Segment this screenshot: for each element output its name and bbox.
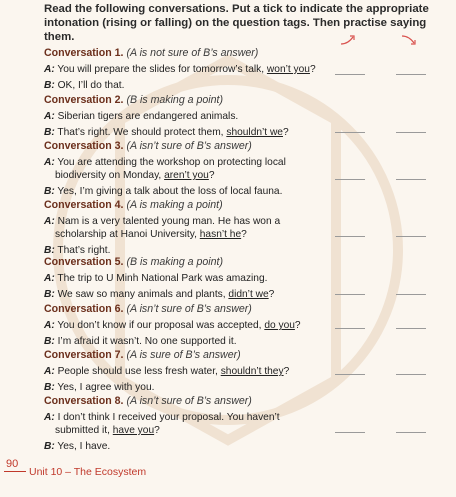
speaker-a-line: A: You will prepare the slides for tomorrow’s talk, won’t you? (44, 64, 316, 75)
falling-intonation-arrow-icon (400, 33, 418, 47)
falling-answer-blank-3[interactable] (396, 179, 426, 180)
speaker-a-line: A: You are attending the workshop on protecting local biodiversity on Monday, aren’t you? (44, 157, 286, 181)
page-number: 90 (6, 458, 19, 470)
conversation-heading: Conversation 3. (A isn’t sure of B’s answer) (44, 140, 252, 152)
falling-answer-blank-4[interactable] (396, 236, 426, 237)
speaker-a-line: A: Nam is a very talented young man. He has won a scholarship at Hanoi University, hasn’t he? (44, 216, 281, 240)
rising-answer-blank-7[interactable] (335, 374, 365, 375)
conversation-1 (44, 47, 334, 92)
conversation-heading: Conversation 8. (A isn’t sure of B’s answer) (44, 395, 252, 407)
speaker-b-line: B: That’s right. We should protect them, shouldn’t we? (44, 127, 289, 138)
falling-answer-blank-7[interactable] (396, 374, 426, 375)
conversation-7 (44, 349, 334, 394)
page-footer (0, 458, 200, 488)
conversation-5 (44, 256, 334, 301)
falling-answer-blank-2[interactable] (396, 132, 426, 133)
conversation-heading: Conversation 6. (A isn’t sure of B’s answer) (44, 303, 252, 315)
rising-answer-blank-1[interactable] (335, 74, 365, 75)
rising-answer-blank-3[interactable] (335, 179, 365, 180)
falling-answer-blank-6[interactable] (396, 328, 426, 329)
speaker-b-line: B: OK, I’ll do that. (44, 80, 125, 91)
unit-title: Unit 10 – The Ecosystem (29, 466, 147, 478)
conversation-6 (44, 303, 334, 348)
speaker-b-line: B: We saw so many animals and plants, didn’t we? (44, 289, 275, 300)
speaker-a-line: A: I don’t think I received your proposal. You haven’t submitted it, have you? (44, 412, 280, 436)
speaker-a-line: A: Siberian tigers are endangered animals. (44, 111, 239, 122)
speaker-a-line: A: You don’t know if our proposal was accepted, do you? (44, 320, 301, 331)
rising-answer-blank-5[interactable] (335, 294, 365, 295)
speaker-b-line: B: That’s right. (44, 245, 111, 256)
conversation-4 (44, 199, 334, 257)
conversation-8 (44, 395, 334, 453)
falling-answer-blank-5[interactable] (396, 294, 426, 295)
instructions: Read the following conversations. Put a tick to indicate the appropriate intonation (rising or falling) on the question tags. Then practise saying them. (44, 3, 429, 43)
conversation-heading: Conversation 4. (A is making a point) (44, 199, 223, 211)
falling-answer-blank-1[interactable] (396, 74, 426, 75)
conversation-heading: Conversation 5. (B is making a point) (44, 256, 223, 268)
speaker-b-line: B: Yes, I’m giving a talk about the loss of local fauna. (44, 186, 283, 197)
conversation-heading: Conversation 7. (A is sure of B’s answer) (44, 349, 241, 361)
conversation-2 (44, 94, 334, 139)
speaker-a-line: A: The trip to U Minh National Park was amazing. (44, 273, 268, 284)
speaker-b-line: B: Yes, I have. (44, 441, 111, 452)
page-number-underline (4, 471, 26, 472)
falling-answer-blank-8[interactable] (396, 432, 426, 433)
speaker-a-line: A: People should use less fresh water, shouldn’t they? (44, 366, 290, 377)
conversation-3 (44, 140, 334, 198)
speaker-b-line: B: I’m afraid it wasn’t. No one supported it. (44, 336, 237, 347)
rising-answer-blank-2[interactable] (335, 132, 365, 133)
speaker-b-line: B: Yes, I agree with you. (44, 382, 155, 393)
conversation-heading: Conversation 2. (B is making a point) (44, 94, 223, 106)
rising-intonation-arrow-icon (339, 33, 357, 47)
rising-answer-blank-8[interactable] (335, 432, 365, 433)
conversation-heading: Conversation 1. (A is not sure of B’s answer) (44, 47, 259, 59)
rising-answer-blank-6[interactable] (335, 328, 365, 329)
rising-answer-blank-4[interactable] (335, 236, 365, 237)
